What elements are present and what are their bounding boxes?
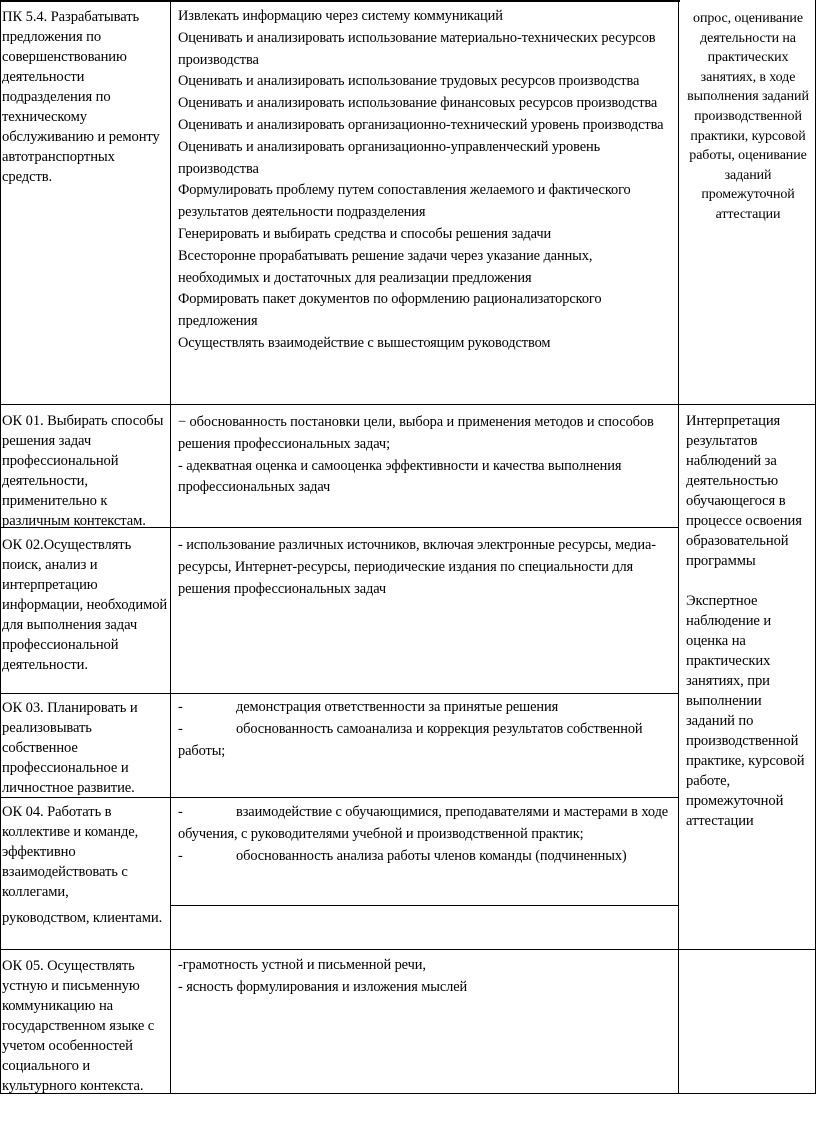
ok-assessment-part1: Интерпретация результатов наблюдений за деятельностью обучающегося в процессе освоения образовательной программы	[686, 413, 802, 569]
competency-ok03-criteria	[178, 697, 676, 762]
column-divider-2	[678, 0, 679, 1094]
criterion: Генерировать и выбирать средства и способы решения задачи	[178, 225, 552, 242]
bullet-dash: -	[178, 847, 183, 864]
criterion: -грамотность устной и письменной речи,	[178, 957, 426, 973]
competency-ok04-criteria	[178, 802, 676, 867]
ok-assessment-part2: Экспертное наблюдение и оценка на практических занятиях, при выполнении заданий по производственной практике, курсовой работе, промежуточной аттестации	[686, 593, 805, 829]
criterion: Осуществлять взаимодействие с вышестоящим руководством	[178, 334, 551, 351]
criterion-text: обоснованность анализа работы членов команды (подчиненных)	[236, 847, 627, 864]
row-divider	[0, 404, 816, 405]
bullet-dash: -	[178, 699, 183, 715]
row-divider	[170, 905, 679, 906]
criterion: Оценивать и анализировать использование материально-технических ресурсов производства	[178, 29, 656, 68]
criterion	[178, 846, 676, 868]
competency-ok04-title: ОК 04. Работать в коллективе и команде, эффективно взаимодействовать с коллегами,	[2, 804, 139, 900]
criterion: Формулировать проблему путем сопоставления желаемого и фактического результатов деятельности подразделения	[178, 182, 631, 221]
bullet-dash: -	[178, 720, 183, 737]
criterion: Формировать пакет документов по оформлению рационализаторского предложения	[178, 291, 602, 330]
competency-ok02-title: ОК 02.Осуществлять поиск, анализ и интерпретацию информации, необходимой для выполнения задач профессиональной деятельности.	[2, 537, 168, 673]
competency-ok03-title: ОК 03. Планировать и реализовывать собственное профессиональное и личностное развитие.	[2, 700, 138, 796]
criterion-text: демонстрация ответственности за принятые решения	[236, 699, 559, 715]
criterion: Оценивать и анализировать организационно-технический уровень производства	[178, 116, 664, 133]
criterion: − обоснованность постановки цели, выбора и применения методов и способов решения профессиональных задач;	[178, 414, 654, 452]
criterion	[178, 802, 676, 846]
competency-pk54-criteria	[178, 6, 676, 355]
criterion: - адекватная оценка и самооценка эффективности и качества выполнения профессиональных задач	[178, 457, 622, 496]
competency-ok01-criteria	[178, 412, 676, 499]
competency-pk54-assessment: опрос, оценивание деятельности на практических занятиях, в ходе выполнения заданий производственной практики, курсовой работы, оценивание заданий промежуточной аттестации	[687, 11, 809, 222]
competency-ok02-criteria	[178, 535, 676, 600]
criterion: Оценивать и анализировать использование трудовых ресурсов производства	[178, 73, 640, 90]
table-left-border	[0, 0, 1, 1094]
criterion-text: обоснованность самоанализа и коррекция результатов собственной работы;	[178, 720, 643, 759]
competency-ok05-title: ОК 05. Осуществлять устную и письменную коммуникацию на государственном языке с учетом особенностей социального и культурного контекста.	[2, 958, 155, 1094]
criterion	[178, 719, 676, 763]
row-divider	[0, 949, 816, 950]
ok-assessment	[686, 411, 812, 831]
bullet-dash: -	[178, 804, 183, 820]
column-divider-1	[170, 0, 171, 1094]
criterion: Всесторонне прорабатывать решение задачи через указание данных, необходимых и достаточных для реализации предложения	[178, 247, 593, 286]
competency-ok04-title-continued: руководством, клиентами.	[2, 910, 163, 926]
criterion: Извлекать информацию через систему коммуникаций	[178, 8, 503, 24]
criterion-text: взаимодействие с обучающимися, преподавателями и мастерами в ходе обучения, с руководителями учебной и производственной практик;	[178, 804, 669, 842]
table-top-border	[0, 0, 680, 2]
criterion: - ясность формулирования и изложения мыслей	[178, 978, 468, 995]
competency-ok01-title: ОК 01. Выбирать способы решения задач профессиональной деятельности, применительно к различным контекстам.	[2, 413, 164, 529]
criterion: Оценивать и анализировать организационно-управленческий уровень производства	[178, 138, 601, 177]
competency-ok05-criteria	[178, 955, 676, 999]
competency-pk54-title: ПК 5.4. Разрабатывать предложения по совершенствованию деятельности подразделения по техническому обслуживанию и ремонту автотранспортных средств.	[2, 9, 160, 185]
criterion: - использование различных источников, включая электронные ресурсы, медиа-ресурсы, Интернет-ресурсы, периодические издания по специальности для решения профессиональных задач	[178, 537, 656, 597]
criterion: Оценивать и анализировать использование финансовых ресурсов производства	[178, 95, 658, 112]
criterion	[178, 697, 676, 719]
row-divider	[0, 693, 679, 694]
